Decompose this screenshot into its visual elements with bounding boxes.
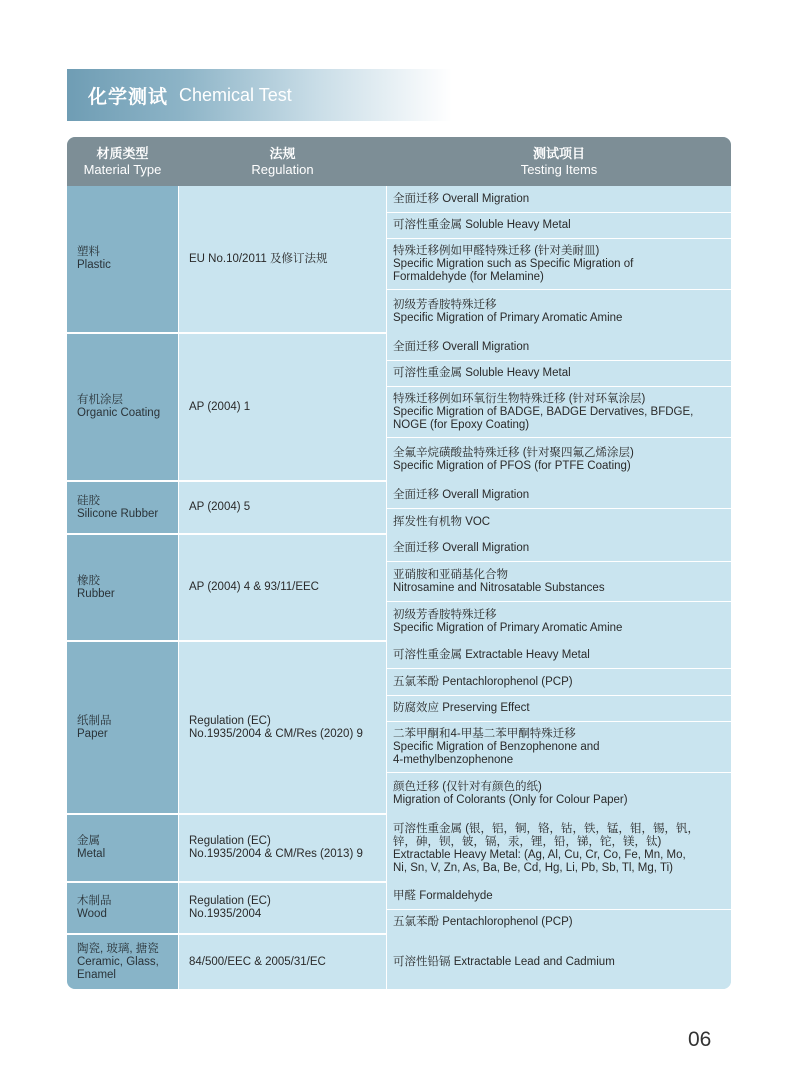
text-line: Regulation (EC) <box>189 714 271 727</box>
text-line: 初级芳香胺特殊迁移 <box>393 299 497 311</box>
text-line: Specific Migration of Primary Aromatic Amine <box>393 312 623 324</box>
testing-items-cell <box>387 186 731 332</box>
text-line: 可溶性重金属 Extractable Heavy Metal <box>393 648 590 661</box>
material-type-cell <box>67 186 178 332</box>
regulation-cell <box>179 482 386 533</box>
text-line: 木制品 <box>77 895 112 907</box>
header-regulation-cn: 法规 <box>269 145 296 161</box>
text-line: 颜色迁移 (仅针对有颜色的纸) <box>393 781 542 793</box>
text-line: Regulation (EC) <box>189 835 271 847</box>
header-regulation <box>179 137 386 186</box>
material-group <box>67 186 731 334</box>
text-line: 塑料 <box>77 246 100 258</box>
testing-item <box>387 935 731 989</box>
material-group <box>67 642 731 815</box>
testing-item <box>387 508 731 535</box>
testing-item <box>387 386 731 437</box>
testing-item <box>387 721 731 772</box>
text-line: Specific Migration of BADGE, BADGE Dervatives, BFDGE, <box>393 405 694 418</box>
material-type-cell <box>67 535 178 640</box>
material-group <box>67 482 731 535</box>
text-line: NOGE (for Epoxy Coating) <box>393 418 530 431</box>
material-group <box>67 334 731 482</box>
text-line: Regulation (EC) <box>189 895 271 907</box>
testing-items-cell <box>387 815 731 881</box>
text-line: Silicone Rubber <box>77 507 159 520</box>
text-line: No.1935/2004 & CM/Res (2020) 9 <box>189 727 363 740</box>
text-line: No.1935/2004 & CM/Res (2013) 9 <box>189 848 363 860</box>
testing-item <box>387 212 731 238</box>
header-material-type-en: Material Type <box>83 161 162 177</box>
testing-items-cell <box>387 535 731 640</box>
header-testing-items <box>387 137 731 186</box>
text-line: Specific Migration of Benzophenone and <box>393 740 600 753</box>
text-line: Plastic <box>77 259 111 271</box>
text-line: 可溶性重金属 Soluble Heavy Metal <box>393 219 571 231</box>
text-line: 全氟辛烷磺酸盐特殊迁移 (针对聚四氟乙烯涂层) <box>393 447 634 459</box>
text-line: 可溶性铅镉 Extractable Lead and Cadmium <box>393 955 615 968</box>
text-line: Specific Migration of Primary Aromatic Amine <box>393 622 623 634</box>
material-type-cell <box>67 815 178 881</box>
regulation-cell <box>179 642 386 813</box>
text-line: Wood <box>77 908 107 920</box>
testing-items-cell <box>387 883 731 933</box>
material-type-cell <box>67 883 178 933</box>
text-line: Metal <box>77 848 106 860</box>
text-line: Formaldehyde (for Melamine) <box>393 270 544 283</box>
testing-item <box>387 815 731 883</box>
text-line: AP (2004) 1 <box>189 400 251 413</box>
material-type-cell <box>67 935 178 989</box>
section-title-cn: 化学测试 <box>88 86 169 108</box>
header-testing-items-cn: 测试项目 <box>532 145 585 161</box>
regulation-cell <box>179 815 386 881</box>
text-line: Migration of Colorants (Only for Colour Paper) <box>393 794 628 806</box>
text-line: 特殊迁移例如甲醛特殊迁移 (针对美耐皿) <box>393 244 600 257</box>
testing-item <box>387 601 731 642</box>
text-line: 甲醛 Formaldehyde <box>393 889 493 902</box>
text-line: Nitrosamine and Nitrosatable Substances <box>393 581 605 594</box>
testing-item <box>387 883 731 909</box>
regulation-cell <box>179 535 386 640</box>
page-number: 06 <box>688 1028 712 1051</box>
testing-item <box>387 909 731 935</box>
material-type-cell <box>67 642 178 813</box>
text-line: 84/500/EEC & 2005/31/EC <box>189 955 326 968</box>
text-line: No.1935/2004 <box>189 908 262 920</box>
testing-items-cell <box>387 935 731 989</box>
text-line: 挥发性有机物 VOC <box>393 515 491 528</box>
text-line: 二苯甲酮和4-甲基二苯甲酮特殊迁移 <box>393 727 576 740</box>
text-line: 特殊迁移例如环氧衍生物特殊迁移 (针对环氧涂层) <box>393 392 646 405</box>
text-line: 可溶性重金属 (银，铝，铜，铬，钴，铁，锰，钼，锡，钒， <box>393 823 700 835</box>
regulation-cell <box>179 334 386 480</box>
text-line: Rubber <box>77 587 115 600</box>
text-line: 全面迁移 Overall Migration <box>393 192 530 205</box>
table-header <box>67 137 731 186</box>
text-line: 可溶性重金属 Soluble Heavy Metal <box>393 367 571 379</box>
testing-item <box>387 561 731 601</box>
text-line: 橡胶 <box>77 574 100 587</box>
testing-item <box>387 186 731 212</box>
testing-item <box>387 668 731 695</box>
regulation-cell <box>179 935 386 989</box>
material-type-cell <box>67 482 178 533</box>
text-line: 全面迁移 Overall Migration <box>393 541 530 554</box>
regulation-cell <box>179 186 386 332</box>
material-group <box>67 935 731 989</box>
text-line: 金属 <box>77 835 100 847</box>
text-line: Enamel <box>77 968 116 981</box>
text-line: 陶瓷, 玻璃, 搪瓷 <box>77 942 159 955</box>
text-line: AP (2004) 4 & 93/11/EEC <box>189 581 319 593</box>
testing-item <box>387 360 731 386</box>
text-line: AP (2004) 5 <box>189 501 251 513</box>
text-line: Extractable Heavy Metal: (Ag, Al, Cu, Cr, Co, Fe, Mn, Mo, <box>393 849 686 861</box>
text-line: 纸制品 <box>77 714 112 727</box>
text-line: 硅胶 <box>77 494 100 507</box>
header-testing-items-en: Testing Items <box>520 161 598 177</box>
text-line: 初级芳香胺特殊迁移 <box>393 609 497 621</box>
material-group <box>67 883 731 935</box>
text-line: Specific Migration of PFOS (for PTFE Coating) <box>393 460 631 472</box>
material-type-cell <box>67 334 178 480</box>
regulation-cell <box>179 883 386 933</box>
testing-item <box>387 289 731 334</box>
testing-items-cell <box>387 642 731 813</box>
testing-item <box>387 642 731 668</box>
text-line: 4-methylbenzophenone <box>393 753 514 766</box>
text-line: 亚硝胺和亚硝基化合物 <box>393 568 508 581</box>
testing-item <box>387 695 731 721</box>
chemical-test-table <box>67 137 731 989</box>
testing-item <box>387 482 731 508</box>
text-line: 全面迁移 Overall Migration <box>393 488 530 501</box>
header-regulation-en: Regulation <box>251 161 314 177</box>
text-line: 防腐效应 Preserving Effect <box>393 702 530 714</box>
text-line: 五氯苯酚 Pentachlorophenol (PCP) <box>393 916 573 928</box>
header-material-type-cn: 材质类型 <box>96 145 149 161</box>
text-line: Specific Migration such as Specific Migration of <box>393 257 634 270</box>
header-material-type <box>67 137 178 186</box>
text-line: Ceramic, Glass, <box>77 955 159 968</box>
testing-items-cell <box>387 334 731 480</box>
material-group <box>67 815 731 883</box>
testing-item <box>387 535 731 561</box>
testing-item <box>387 238 731 289</box>
material-group <box>67 535 731 642</box>
testing-item <box>387 334 731 360</box>
text-line: EU No.10/2011 及修订法规 <box>189 252 328 265</box>
section-banner <box>67 69 452 121</box>
text-line: Paper <box>77 727 108 740</box>
text-line: Organic Coating <box>77 407 161 419</box>
testing-item <box>387 437 731 482</box>
text-line: 有机涂层 <box>77 394 123 406</box>
testing-items-cell <box>387 482 731 533</box>
section-title-en: Chemical Test <box>179 84 292 105</box>
testing-item <box>387 772 731 815</box>
text-line: 五氯苯酚 Pentachlorophenol (PCP) <box>393 675 573 688</box>
text-line: 全面迁移 Overall Migration <box>393 340 530 353</box>
text-line: Ni, Sn, V, Zn, As, Ba, Be, Cd, Hg, Li, Pb, Sb, Tl, Mg, Ti) <box>393 862 673 874</box>
text-line: 锌，砷，钡，铍，镉，汞，锂，铅，锑，铊，镁，钛) <box>393 836 662 848</box>
